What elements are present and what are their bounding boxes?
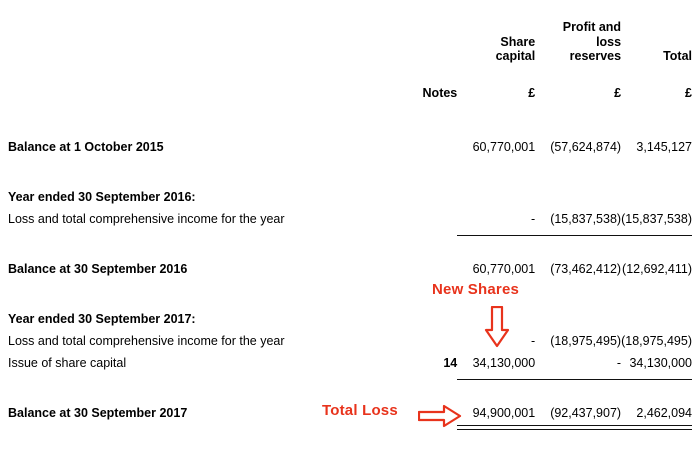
row-label: Year ended 30 September 2016: bbox=[8, 190, 196, 204]
rule-share-capital bbox=[457, 370, 535, 380]
spacer bbox=[8, 276, 692, 304]
row-notes: 14 bbox=[443, 356, 458, 370]
spacer bbox=[8, 380, 692, 394]
spacer bbox=[8, 154, 692, 182]
row-total: 3,145,127 bbox=[636, 140, 692, 154]
subtotal-rule-row bbox=[8, 370, 692, 380]
header-notes-blank bbox=[399, 8, 457, 64]
row-share-capital: 94,900,001 bbox=[472, 406, 536, 420]
row-notes bbox=[399, 250, 457, 276]
row-label: Loss and total comprehensive income for the year bbox=[8, 334, 285, 348]
row-profit-loss: (18,975,495) bbox=[550, 334, 622, 348]
header-share-capital bbox=[457, 8, 535, 64]
rule-profit-loss bbox=[535, 226, 621, 236]
header-profit-loss bbox=[535, 8, 621, 64]
row-notes bbox=[399, 326, 457, 348]
row-profit-loss bbox=[535, 182, 621, 204]
header-share-capital-line1: Share bbox=[500, 34, 536, 49]
spacer bbox=[8, 100, 692, 128]
closing-rule-profit-loss bbox=[535, 420, 621, 430]
row-label: Year ended 30 September 2017: bbox=[8, 312, 196, 326]
header-profit-loss-line1: Profit and bbox=[562, 19, 622, 34]
row-notes bbox=[399, 304, 457, 326]
row-share-capital bbox=[457, 182, 535, 204]
arrow-down-icon bbox=[484, 306, 510, 348]
table-row bbox=[8, 326, 692, 348]
spacer bbox=[8, 236, 692, 250]
row-total: (18,975,495) bbox=[621, 334, 692, 348]
units-blank bbox=[8, 64, 399, 100]
rule-total bbox=[621, 226, 692, 236]
table-row bbox=[8, 204, 692, 226]
row-notes bbox=[399, 182, 457, 204]
table-header-row bbox=[8, 8, 692, 64]
row-notes bbox=[399, 128, 457, 154]
row-share-capital: 34,130,000 bbox=[472, 356, 536, 370]
row-label: Balance at 30 September 2017 bbox=[8, 406, 188, 420]
rule-total bbox=[621, 370, 692, 380]
row-share-capital: 60,770,001 bbox=[472, 140, 536, 154]
closing-rule-total bbox=[621, 420, 692, 430]
units-profit-loss: £ bbox=[614, 86, 622, 100]
table-row bbox=[8, 182, 692, 204]
row-profit-loss: (92,437,907) bbox=[550, 406, 622, 420]
units-share-capital: £ bbox=[528, 86, 536, 100]
row-profit-loss: (15,837,538) bbox=[550, 212, 622, 226]
row-total bbox=[621, 304, 692, 326]
row-label: Balance at 1 October 2015 bbox=[8, 140, 164, 154]
row-profit-loss: (57,624,874) bbox=[550, 140, 622, 154]
row-total: 2,462,094 bbox=[636, 406, 692, 420]
units-total: £ bbox=[685, 86, 692, 100]
header-profit-loss-line2: loss bbox=[596, 34, 622, 49]
arrow-right-icon bbox=[418, 404, 462, 428]
header-profit-loss-line3: reserves bbox=[569, 49, 622, 64]
table-row bbox=[8, 348, 692, 370]
statement-of-changes-in-equity-table bbox=[8, 8, 692, 430]
header-blank bbox=[8, 8, 399, 64]
table-row bbox=[8, 128, 692, 154]
rule-profit-loss bbox=[535, 370, 621, 380]
row-label: Loss and total comprehensive income for the year bbox=[8, 212, 285, 226]
table-units-row bbox=[8, 64, 692, 100]
header-notes: Notes bbox=[422, 86, 458, 100]
row-profit-loss: (73,462,412) bbox=[550, 262, 622, 276]
row-notes bbox=[399, 204, 457, 226]
annotation-total-loss: Total Loss bbox=[322, 402, 398, 419]
row-profit-loss: - bbox=[616, 356, 622, 370]
row-total: 34,130,000 bbox=[629, 356, 692, 370]
row-total: (12,692,411) bbox=[622, 262, 692, 276]
row-share-capital: - bbox=[531, 212, 536, 226]
row-total bbox=[621, 182, 692, 204]
closing-rule-row bbox=[8, 420, 692, 430]
row-share-capital: - bbox=[531, 334, 536, 348]
closing-rule-share-capital bbox=[457, 420, 535, 430]
table-row bbox=[8, 304, 692, 326]
row-label: Balance at 30 September 2016 bbox=[8, 262, 188, 276]
row-share-capital: 60,770,001 bbox=[472, 262, 536, 276]
header-share-capital-line2: capital bbox=[495, 49, 536, 64]
subtotal-rule-row bbox=[8, 226, 692, 236]
header-total: Total bbox=[663, 49, 692, 64]
row-profit-loss bbox=[535, 304, 621, 326]
row-total: (15,837,538) bbox=[621, 212, 692, 226]
rule-share-capital bbox=[457, 226, 535, 236]
table-row bbox=[8, 250, 692, 276]
annotation-new-shares: New Shares bbox=[432, 281, 520, 298]
row-label: Issue of share capital bbox=[8, 356, 127, 370]
